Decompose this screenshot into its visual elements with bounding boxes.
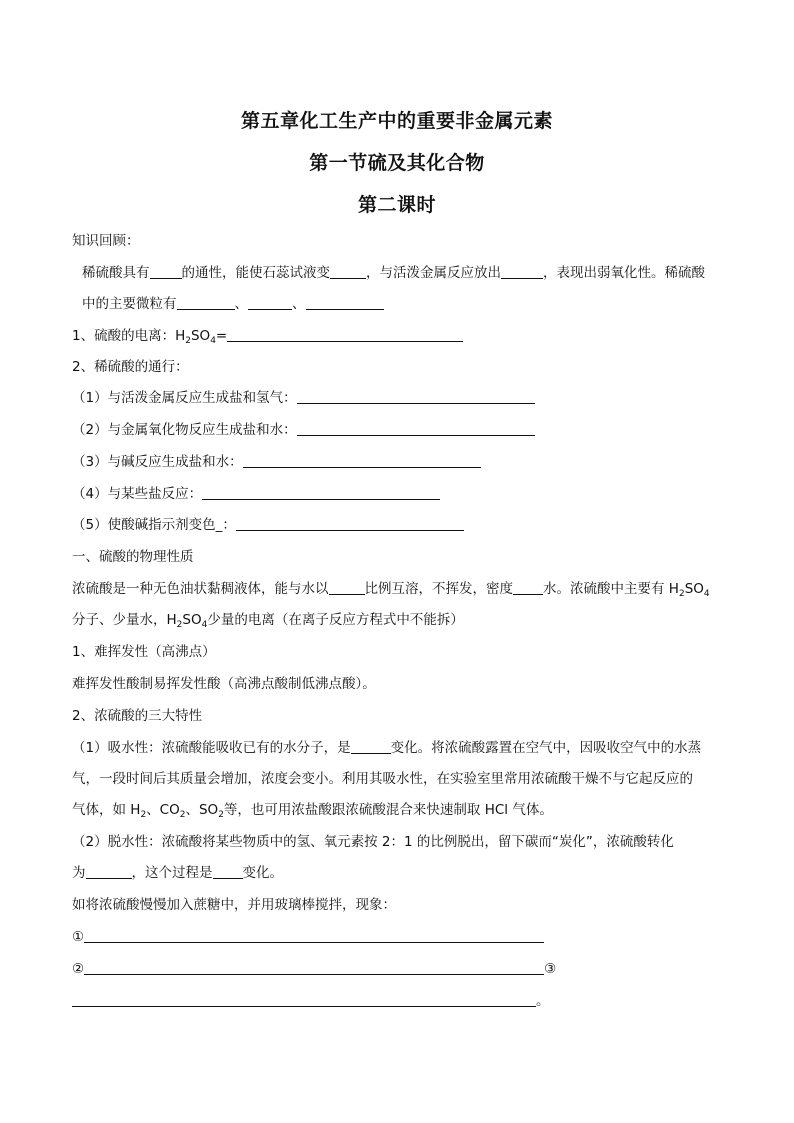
chapter-title: 第五章化工生产中的重要非金属元素 xyxy=(240,110,553,132)
phenomenon-3: 。 xyxy=(72,992,550,1010)
nonvolatile-heading: 1、难挥发性（高沸点） xyxy=(72,644,216,660)
ionization-item: 1、硫酸的电离：$H_2SO_4=$ xyxy=(72,327,463,345)
blank[interactable] xyxy=(330,264,366,279)
reaction-item-3: （3）与碱反应生成盐和水： xyxy=(72,453,481,471)
blank[interactable] xyxy=(351,739,391,754)
review-heading: 知识回顾： xyxy=(72,233,140,249)
reaction-item-2: （2）与金属氧化物反应生成盐和水： xyxy=(72,421,535,439)
blank[interactable] xyxy=(248,295,292,310)
phenomenon-1: ① xyxy=(72,928,544,946)
dehydration-line-2: 为 ，这个过程是 变化。 xyxy=(72,865,283,881)
physical-heading: 一、硫酸的物理性质 xyxy=(72,549,194,565)
blank[interactable] xyxy=(306,295,384,310)
physical-paragraph-line-2: 分子、少量水，$H_2SO_4$少量的电离（在离子反应方程式中不能拆） xyxy=(72,612,464,630)
absorption-line-3: 气体，如 $H_2$、$CO_2$、$SO_2$等，也可用浓盐酸跟浓硫酸混合来快速制取 HCl 气体。 xyxy=(72,802,553,820)
absorption-line-2: 气，一段时间后其质量会增加，浓度会变小。利用其吸水性，在实验室里常用浓硫酸干燥不与它起反应的 xyxy=(72,771,693,787)
reaction-item-1: （1）与活泼金属反应生成盐和氢气： xyxy=(72,389,535,407)
phenomenon-2: ② ③ xyxy=(72,961,557,977)
answer-line[interactable] xyxy=(72,992,536,1007)
blank[interactable] xyxy=(329,580,365,595)
answer-line[interactable] xyxy=(243,453,481,468)
blank[interactable] xyxy=(213,864,243,879)
section-title: 第一节硫及其化合物 xyxy=(309,152,485,174)
reaction-item-4: （4）与某些盐反应： xyxy=(72,485,440,503)
dilute-acid-heading: 2、稀硫酸的通行： xyxy=(72,359,189,375)
blank[interactable] xyxy=(513,580,543,595)
blank[interactable] xyxy=(150,264,182,279)
dehydration-line-1: （2）脱水性：浓硫酸将某些物质中的氢、氧元素按 2：1 的比例脱出，留下碳而“炭化”，浓硫酸转化 xyxy=(72,834,674,850)
answer-line[interactable] xyxy=(202,485,440,500)
review-paragraph-line-1: 稀硫酸具有 的通性，能使石蕊试液变 ，与活泼金属反应放出 ，表现出弱氧化性。稀硫酸 xyxy=(82,265,705,281)
answer-line[interactable] xyxy=(297,389,535,404)
lesson-title: 第二课时 xyxy=(357,194,436,216)
physical-paragraph-line-1: 浓硫酸是一种无色油状黏稠液体，能与水以 比例互溶，不挥发，密度 水。浓硫酸中主要有 $H_2SO_4$ xyxy=(72,581,710,599)
blank[interactable] xyxy=(501,264,543,279)
nonvolatile-text: 难挥发性酸制易挥发性酸（高沸点酸制低沸点酸）。 xyxy=(72,676,376,692)
answer-line[interactable] xyxy=(227,327,463,342)
answer-line[interactable] xyxy=(297,421,535,436)
properties-heading: 2、浓硫酸的三大特性 xyxy=(72,708,203,724)
blank[interactable] xyxy=(86,864,132,879)
answer-line[interactable] xyxy=(84,960,544,975)
answer-line[interactable] xyxy=(236,516,464,531)
absorption-line-1: （1）吸水性：浓硫酸能吸收已有的水分子，是 变化。将浓硫酸露置在空气中，因吸收空气中的水蒸 xyxy=(72,740,702,756)
answer-line[interactable] xyxy=(84,928,544,943)
blank[interactable] xyxy=(177,295,235,310)
reaction-item-5: （5）使酸碱指示剂变色_： xyxy=(72,516,464,534)
experiment-prompt: 如将浓硫酸慢慢加入蔗糖中，并用玻璃棒搅拌，现象： xyxy=(72,897,396,913)
review-paragraph-line-2: 中的主要微粒有 、 、 xyxy=(82,295,384,313)
